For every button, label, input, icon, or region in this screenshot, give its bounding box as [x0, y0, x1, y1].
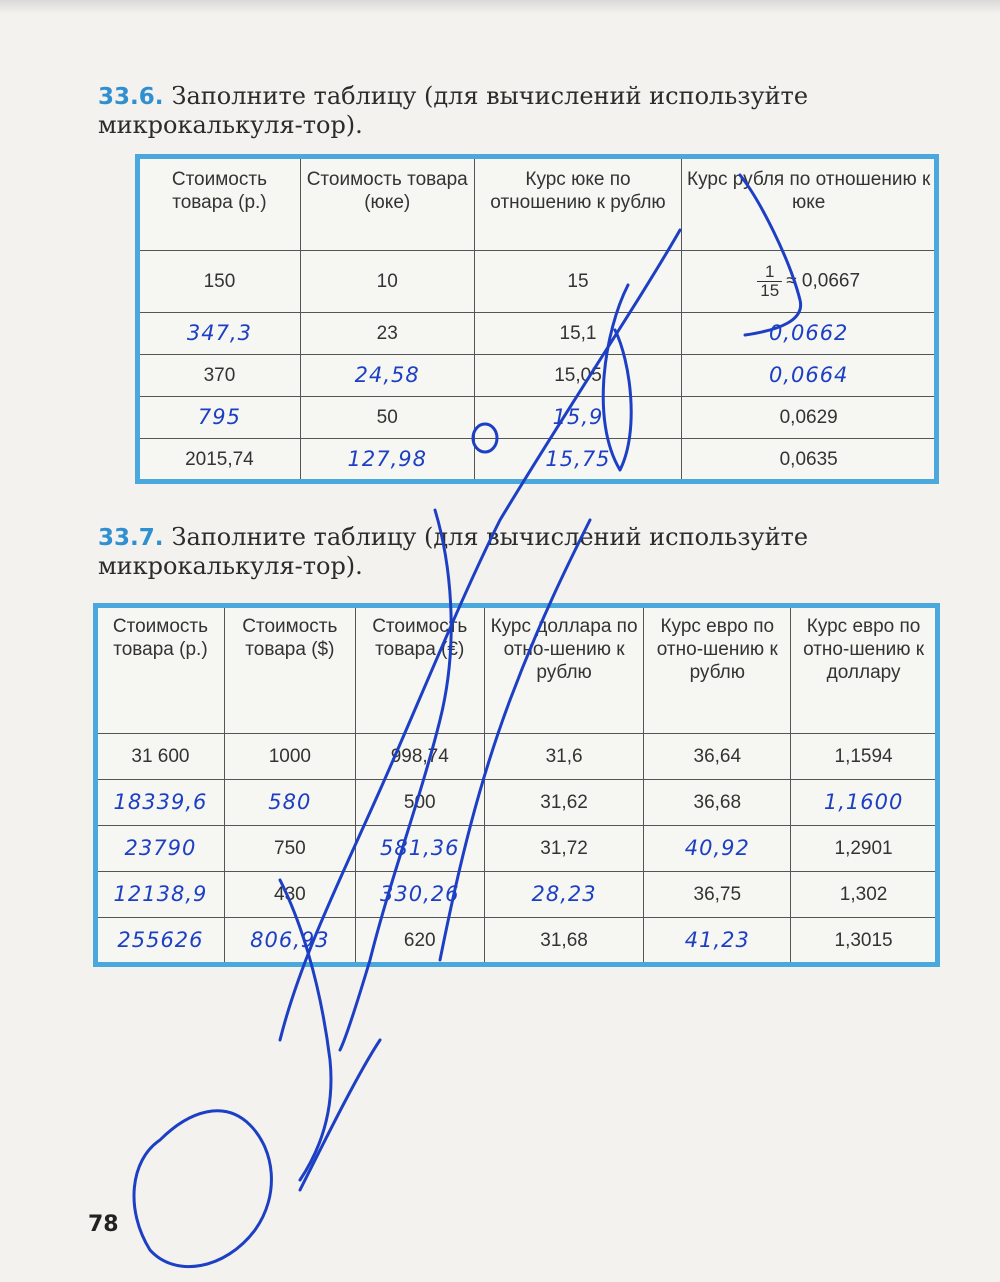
handwritten-cell: 0,0662 [682, 313, 936, 355]
handwritten-cell: 12138,9 [97, 872, 225, 918]
handwritten-cell: 40,92 [644, 826, 791, 872]
cell: 31 600 [97, 734, 225, 780]
cell: 0,0635 [682, 439, 936, 481]
handwritten-cell: 15,9 [474, 397, 682, 439]
table-row [139, 439, 936, 481]
cell: 31,62 [484, 780, 644, 826]
cell: 430 [224, 872, 355, 918]
cell: 2015,74 [139, 439, 301, 481]
handwritten-cell: 255626 [97, 918, 225, 964]
cell: 36,75 [644, 872, 791, 918]
handwritten-cell: 23790 [97, 826, 225, 872]
cell: 31,68 [484, 918, 644, 964]
scribble-stroke [300, 1040, 380, 1190]
header-price-rub: Стоимость товара (р.) [139, 158, 301, 251]
handwritten-cell: 24,58 [300, 355, 474, 397]
cell: 1,302 [791, 872, 937, 918]
exercise-text: Заполните таблицу (для вычислений используйте микрокалькуля-тор). [98, 82, 809, 139]
exercise-33-6-heading [98, 82, 948, 139]
exercise-number: 33.6. [98, 84, 164, 110]
scribble-stroke [134, 1111, 271, 1267]
table-row [97, 872, 937, 918]
handwritten-cell: 41,23 [644, 918, 791, 964]
handwritten-cell: 0,0664 [682, 355, 936, 397]
cell: 36,68 [644, 780, 791, 826]
cell: 1,3015 [791, 918, 937, 964]
header-rate-yuke-rub: Курс юке по отношению к рублю [474, 158, 682, 251]
table-row [97, 780, 937, 826]
cell: 15,1 [474, 313, 682, 355]
handwritten-cell: 806,93 [224, 918, 355, 964]
handwritten-cell: 1,1600 [791, 780, 937, 826]
header-rate-eur-usd: Курс евро по отно-шению к доллару [791, 607, 937, 734]
cell: 750 [224, 826, 355, 872]
table-row [139, 397, 936, 439]
handwritten-cell: 795 [139, 397, 301, 439]
header-rate-usd-rub: Курс доллара по отно-шению к рублю [484, 607, 644, 734]
page-number: 78 [88, 1212, 119, 1237]
handwritten-cell: 330,26 [355, 872, 484, 918]
exercise-text: Заполните таблицу (для вычислений используйте микрокалькуля-тор). [98, 523, 809, 580]
header-price-rub: Стоимость товара (р.) [97, 607, 225, 734]
cell: 36,64 [644, 734, 791, 780]
handwritten-cell: 18339,6 [97, 780, 225, 826]
cell: 31,72 [484, 826, 644, 872]
header-price-eur: Стоимость товара (€) [355, 607, 484, 734]
cell: 15 [474, 251, 682, 313]
handwritten-cell: 347,3 [139, 313, 301, 355]
fraction-approx: ≈ 0,0667 [786, 270, 861, 292]
cell: 10 [300, 251, 474, 313]
cell: 15,05 [474, 355, 682, 397]
cell: 1,2901 [791, 826, 937, 872]
handwritten-cell: 127,98 [300, 439, 474, 481]
header-price-yuke: Стоимость товара (юке) [300, 158, 474, 251]
cell: 1,1594 [791, 734, 937, 780]
fraction-numerator: 1 [757, 263, 782, 282]
handwritten-cell: 580 [224, 780, 355, 826]
cell: 50 [300, 397, 474, 439]
cell: 150 [139, 251, 301, 313]
cell: 998,74 [355, 734, 484, 780]
cell: 500 [355, 780, 484, 826]
cell: 370 [139, 355, 301, 397]
handwritten-cell: 28,23 [484, 872, 644, 918]
table-row [97, 826, 937, 872]
exchange-table-2 [96, 606, 937, 964]
cell: 1000 [224, 734, 355, 780]
exchange-table-1 [138, 157, 936, 481]
table-row [139, 355, 936, 397]
header-price-usd: Стоимость товара ($) [224, 607, 355, 734]
handwritten-cell: 15,75 [474, 439, 682, 481]
header-rate-rub-yuke: Курс рубля по отношению к юке [682, 158, 936, 251]
cell-fraction [682, 251, 936, 313]
cell: 620 [355, 918, 484, 964]
table-row [97, 918, 937, 964]
scan-edge [0, 0, 1000, 14]
table-row [139, 313, 936, 355]
header-rate-eur-rub: Курс евро по отно-шению к рублю [644, 607, 791, 734]
table-row [139, 251, 936, 313]
cell: 31,6 [484, 734, 644, 780]
table-row [97, 734, 937, 780]
cell: 23 [300, 313, 474, 355]
exercise-number: 33.7. [98, 525, 164, 551]
exercise-33-7-heading [98, 523, 948, 580]
cell: 0,0629 [682, 397, 936, 439]
handwritten-cell: 581,36 [355, 826, 484, 872]
fraction-denominator: 15 [760, 281, 780, 300]
fraction [757, 263, 782, 300]
